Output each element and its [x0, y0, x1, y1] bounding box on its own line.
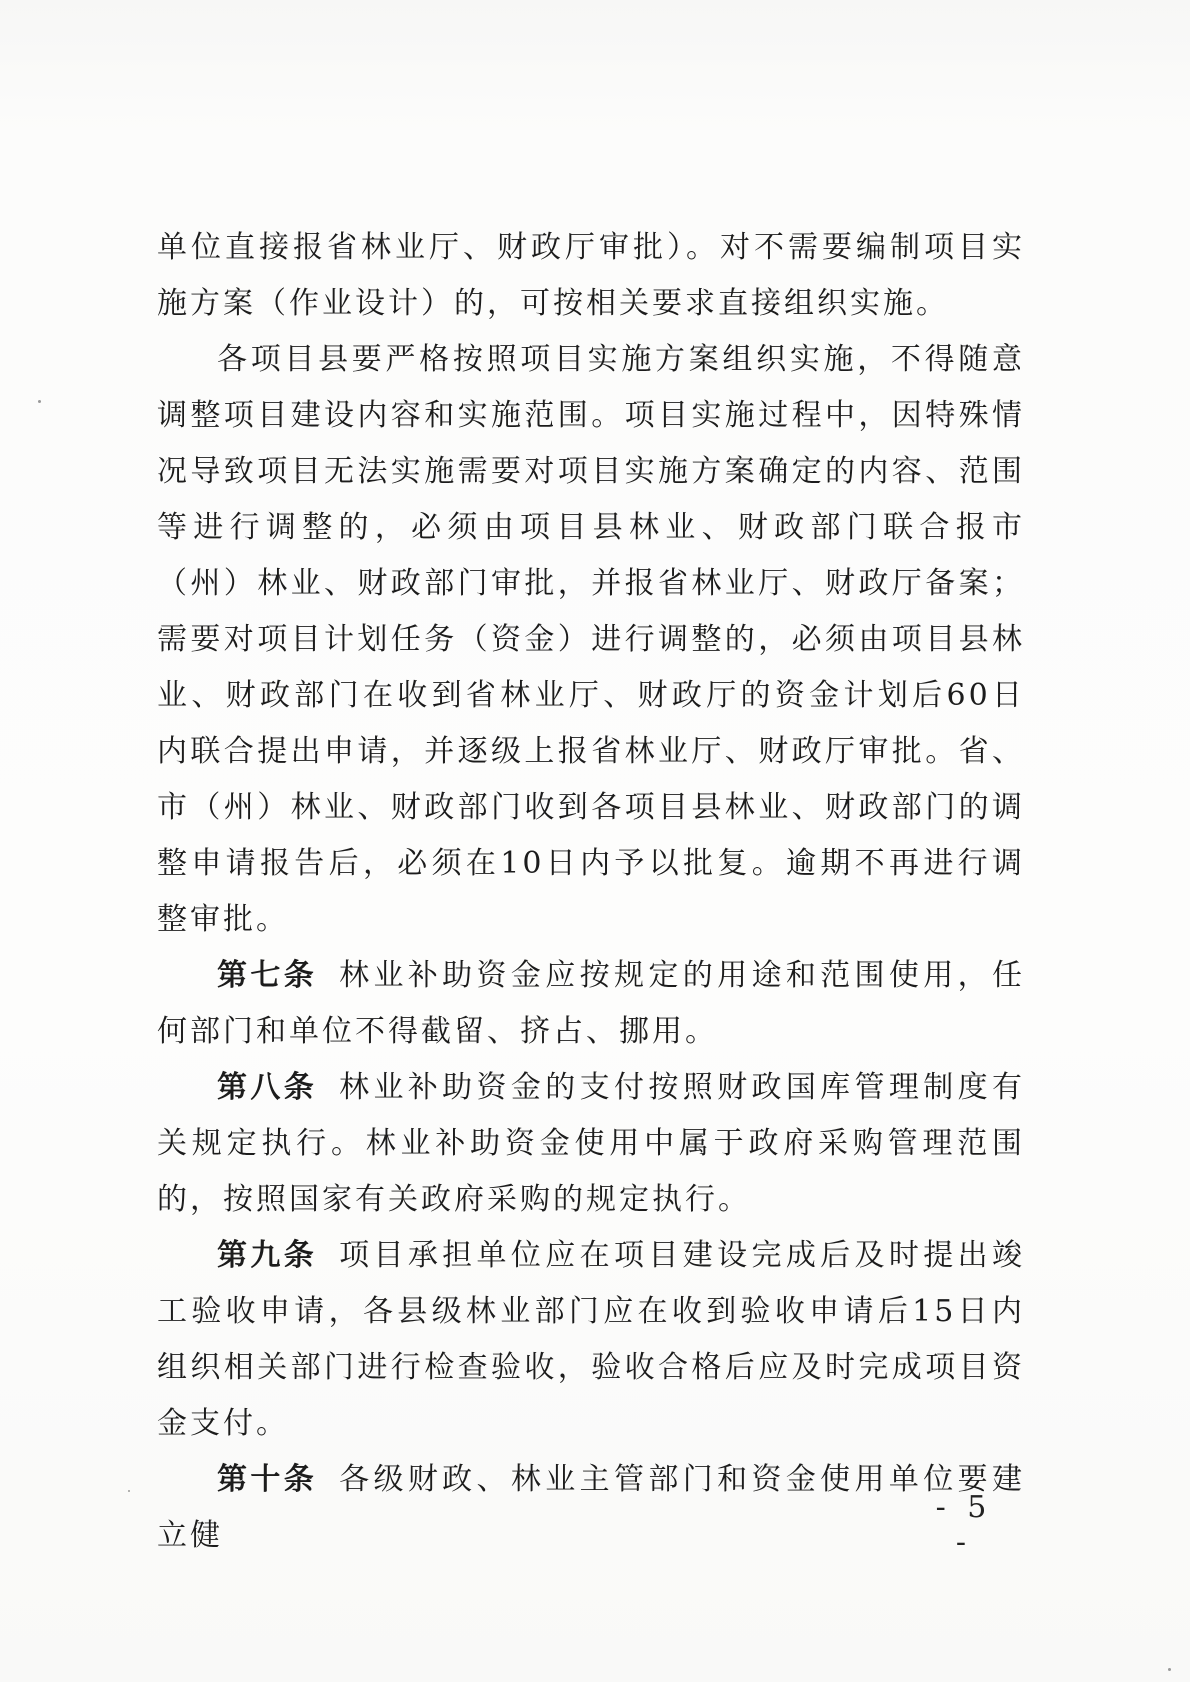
paragraph-text: 项目承担单位应在项目建设完成后及时提出竣工验收申请，各县级林业部门应在收到验收申请后15日内组织相关部门进行检查验收，验收合格后应及时完成项目资金支付。: [157, 1238, 1026, 1441]
article-7: [157, 948, 1025, 1060]
page-number: - 5 -: [935, 1490, 993, 1560]
article-heading: 第八条: [217, 1070, 318, 1105]
scan-speck: [38, 400, 41, 403]
paragraph-text: 林业补助资金应按规定的用途和范围使用，任何部门和单位不得截留、挤占、挪用。: [157, 958, 1026, 1049]
article-9: [157, 1228, 1025, 1452]
paragraph-text: 林业补助资金的支付按照财政国库管理制度有关规定执行。林业补助资金使用中属于政府采购管理范围的，按照国家有关政府采购的规定执行。: [157, 1070, 1026, 1217]
scan-speck: [128, 1490, 130, 1492]
article-8: [157, 1060, 1025, 1228]
paragraph-adjustment-rules: [157, 332, 1025, 948]
article-10: [157, 1452, 1025, 1564]
document-body: [157, 220, 1025, 1564]
paragraph-continuation: [157, 220, 1025, 332]
article-heading: 第十条: [217, 1462, 318, 1497]
paragraph-text: 各级财政、林业主管部门和资金使用单位要建立健: [157, 1462, 1026, 1553]
paragraph-text: 单位直接报省林业厅、财政厅审批）。对不需要编制项目实施方案（作业设计）的，可按相关要求直接组织实施。: [157, 230, 1025, 321]
article-heading: 第九条: [217, 1238, 318, 1273]
article-heading: 第七条: [217, 958, 318, 993]
scan-speck: [1168, 1668, 1171, 1671]
paragraph-text: 各项目县要严格按照项目实施方案组织实施，不得随意调整项目建设内容和实施范围。项目实施过程中，因特殊情况导致项目无法实施需要对项目实施方案确定的内容、范围等进行调整的，必须由项目县林业、财政部门联合报市（州）林业、财政部门审批，并报省林业厅、财政厅备案；需要对项目计划任务（资金）进行调整的，必须由项目县林业、财政部门在收到省林业厅、财政厅的资金计划后60日内联合提出申请，并逐级上报省林业厅、财政厅审批。省、市（州）林业、财政部门收到各项目县林业、财政部门的调整申请报告后，必须在10日内予以批复。逾期不再进行调整审批。: [157, 342, 1025, 937]
